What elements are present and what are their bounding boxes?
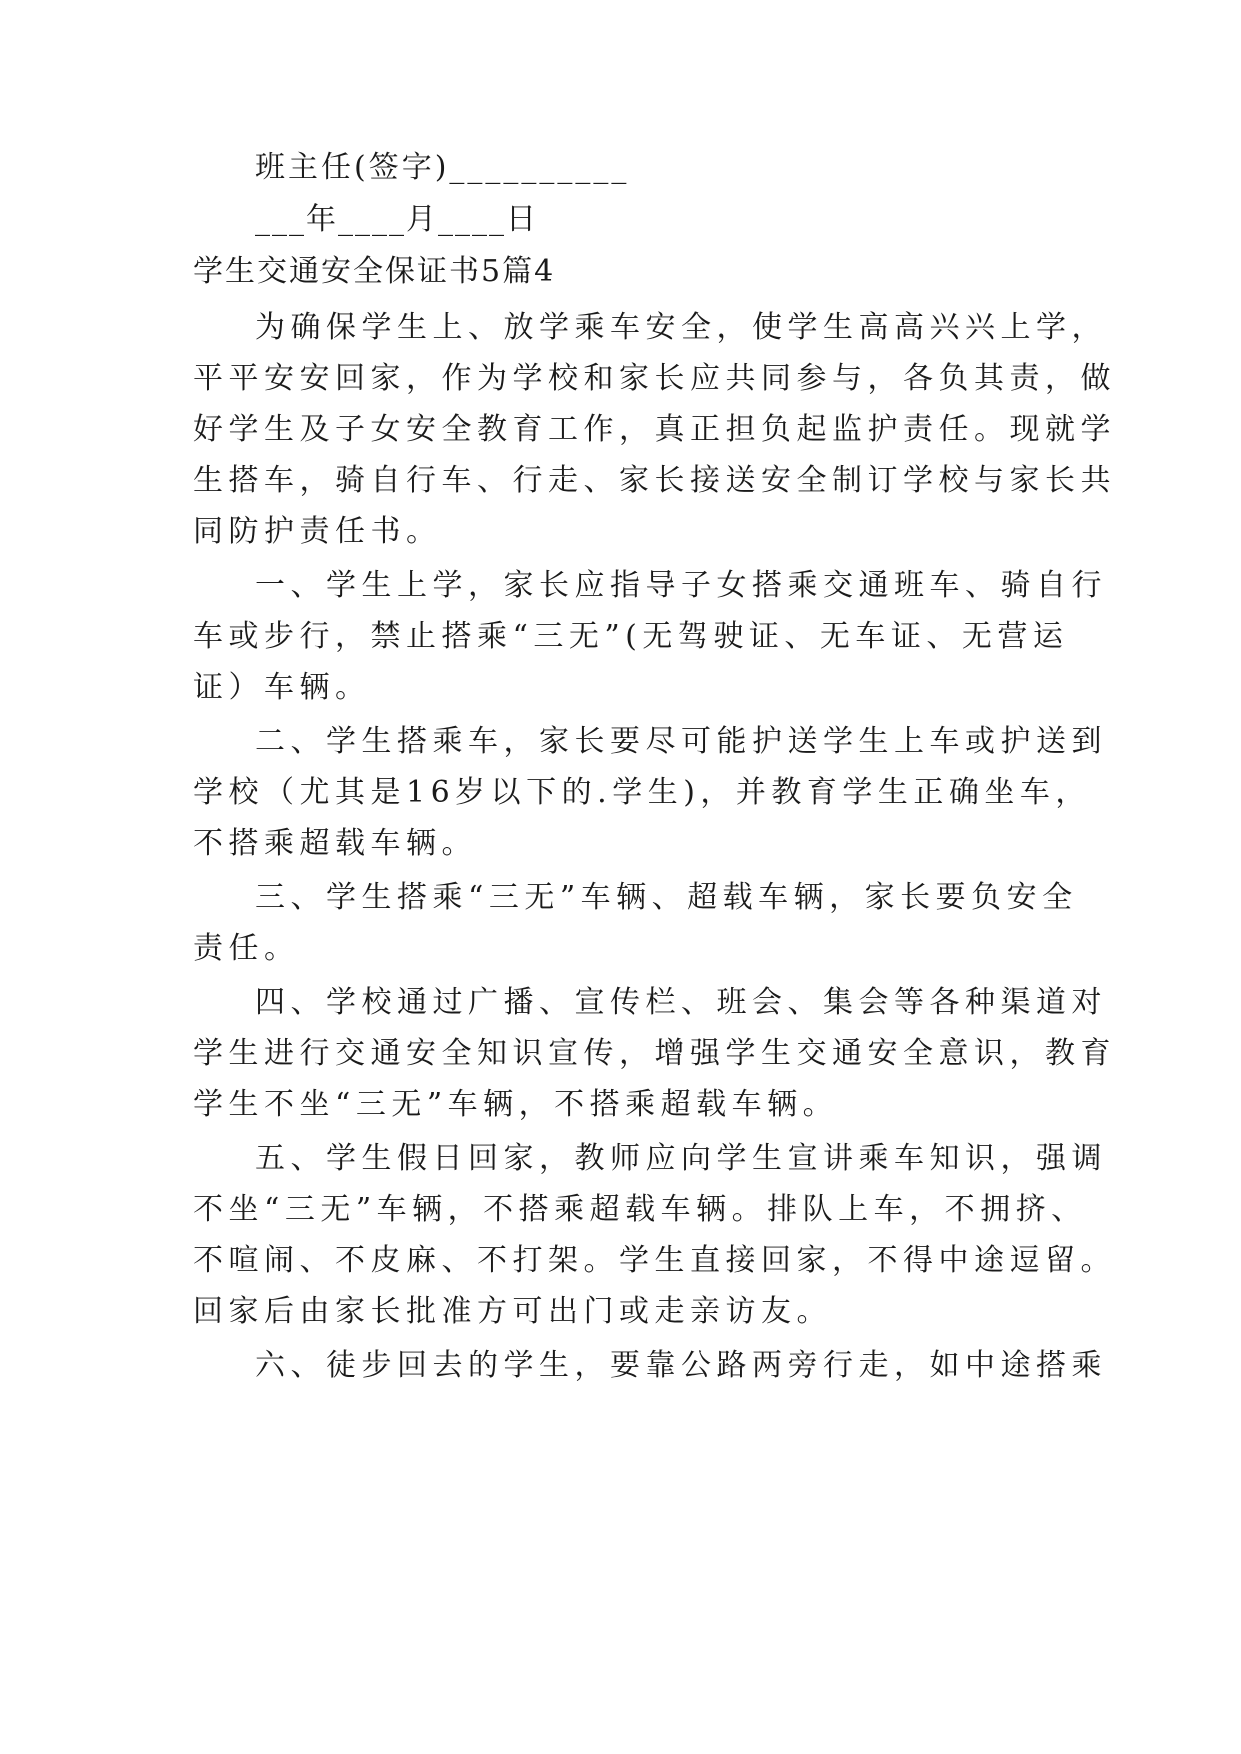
item5-line-1: 五、学生假日回家，教师应向学生宣讲乘车知识，强调 bbox=[255, 1141, 1107, 1176]
intro-line-3: 好学生及子女安全教育工作，真正担负起监护责任。现就学 bbox=[193, 412, 1116, 447]
item4-line-3: 学生不坐“三无”车辆，不搭乘超载车辆。 bbox=[193, 1087, 839, 1122]
item3-line-2: 责任。 bbox=[193, 931, 300, 966]
item5-line-3: 不喧闹、不皮麻、不打架。学生直接回家，不得中途逗留。 bbox=[193, 1243, 1116, 1278]
section-title: 学生交通安全保证书5篇4 bbox=[193, 254, 556, 289]
item5-line-4: 回家后由家长批准方可出门或走亲访友。 bbox=[193, 1294, 832, 1329]
intro-line-1: 为确保学生上、放学乘车安全，使学生高高兴兴上学， bbox=[255, 310, 1107, 345]
item2-line-2: 学校（尤其是16岁以下的.学生)，并教育学生正确坐车， bbox=[193, 775, 1091, 810]
item5-line-2: 不坐“三无”车辆，不搭乘超载车辆。排队上车，不拥挤、 bbox=[193, 1192, 1087, 1227]
item1-line-3: 证）车辆。 bbox=[193, 670, 371, 705]
intro-line-5: 同防护责任书。 bbox=[193, 514, 442, 549]
item2-line-1: 二、学生搭乘车，家长要尽可能护送学生上车或护送到 bbox=[255, 724, 1107, 759]
item4-line-1: 四、学校通过广播、宣传栏、班会、集会等各种渠道对 bbox=[255, 985, 1107, 1020]
item3-line-1: 三、学生搭乘“三无”车辆、超载车辆，家长要负安全 bbox=[255, 880, 1078, 915]
date-line: ___年____月____日 bbox=[255, 202, 538, 237]
item1-line-1: 一、学生上学，家长应指导子女搭乘交通班车、骑自行 bbox=[255, 568, 1107, 603]
intro-line-2: 平平安安回家，作为学校和家长应共同参与，各负其责，做 bbox=[193, 361, 1116, 396]
signature-line: 班主任(签字)__________ bbox=[255, 150, 630, 185]
item2-line-3: 不搭乘超载车辆。 bbox=[193, 826, 477, 861]
intro-line-4: 生搭车，骑自行车、行走、家长接送安全制订学校与家长共 bbox=[193, 463, 1116, 498]
item1-line-2: 车或步行，禁止搭乘“三无”(无驾驶证、无车证、无营运 bbox=[193, 619, 1069, 654]
item6-line-1: 六、徒步回去的学生，要靠公路两旁行走，如中途搭乘 bbox=[255, 1348, 1107, 1383]
item4-line-2: 学生进行交通安全知识宣传，增强学生交通安全意识，教育 bbox=[193, 1036, 1116, 1071]
